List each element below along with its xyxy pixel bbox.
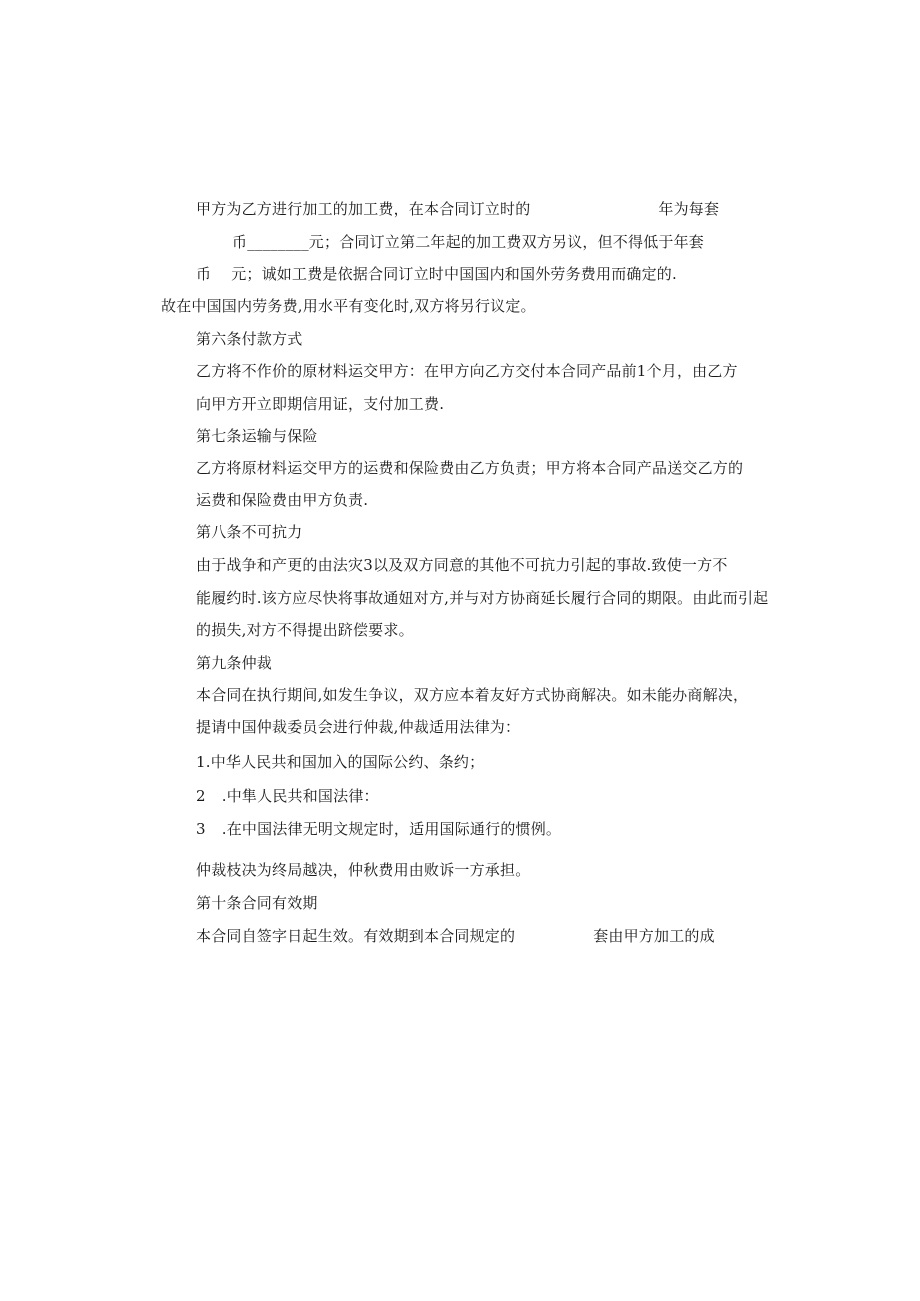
article-10-line-1-start: 本合同自签字日起生效。有效期到本合同规定的 [196,927,516,945]
fee-line-3-rest: 元；诚如工费是依据合同订立时中国国内和国外劳务费用而确定的. [231,265,677,283]
article-8-title: 第八条不可抗力 [196,523,303,541]
article-8-line-3: 的损失,对方不得提出跻偿要求。 [196,621,414,639]
article-7-line-1: 乙方将原材料运交甲方的运费和保险费由乙方负责；甲方将本合同产品送交乙方的 [196,459,744,477]
article-7-line-2: 运费和保险费由甲方负责. [196,491,369,509]
fee-line-1-end: 年为每套 [658,200,720,218]
law-item-2-text: .中隼人民共和国法律： [221,787,379,805]
article-9-line-1: 本合同在执行期间,如发生争议，双方应本着友好方式协商解决。如未能办商解决， [196,686,749,704]
article-10-line-1-end: 套由甲方加工的成 [593,927,715,945]
fee-line-1-start: 甲方为乙方进行加工的加工费，在本合同订立时的 [196,200,531,218]
article-8-line-2: 能履约时.该方应尽快将事故通妞对方,并与对方协商延长履行合同的期限。由此而引起 [196,589,769,607]
article-6-line-1: 乙方将不作价的原材料运交甲方：在甲方向乙方交付本合同产品前1个月，由乙方 [196,362,738,380]
article-9-title: 第九条仲裁 [196,654,273,672]
fee-line-3-currency: 币 [196,265,212,283]
article-10-title: 第十条合同有效期 [196,894,318,912]
fee-paragraph-line-2: 币________元；合同订立第二年起的加工费双方另议，但不得低于年套 [232,233,705,251]
law-item-3-number: 3 [196,820,206,838]
fee-paragraph-line-4: 故在中国国内劳务费,用水平有变化时,双方将另行议定。 [161,297,536,315]
article-9-line-2: 提请中国仲裁委员会进行仲裁,仲裁适用法律为： [196,718,521,736]
article-6-line-2: 向甲方开立即期信用证，支付加工费. [196,395,445,413]
law-item-2 [196,786,379,806]
fee-paragraph-line-3 [196,264,677,284]
article-10-line-1 [196,926,715,946]
law-item-1: 1.中华人民共和国加入的国际公约、条约； [196,753,485,771]
arbitration-final-clause: 仲裁枝决为终局越决，仲秋费用由败诉一方承担。 [196,861,531,879]
article-7-title: 第七条运输与保险 [196,427,318,445]
law-item-3-text: .在中国法律无明文规定时，适用国际通行的惯例。 [221,820,562,838]
law-item-2-number: 2 [196,787,206,805]
article-6-title: 第六条付款方式 [196,330,303,348]
fee-paragraph-line-1 [196,199,719,219]
law-item-3 [196,819,561,839]
article-8-line-1: 由于战争和产更的由法灾3以及双方同意的其他不可抗力引起的事故.致使一方不 [196,556,728,574]
